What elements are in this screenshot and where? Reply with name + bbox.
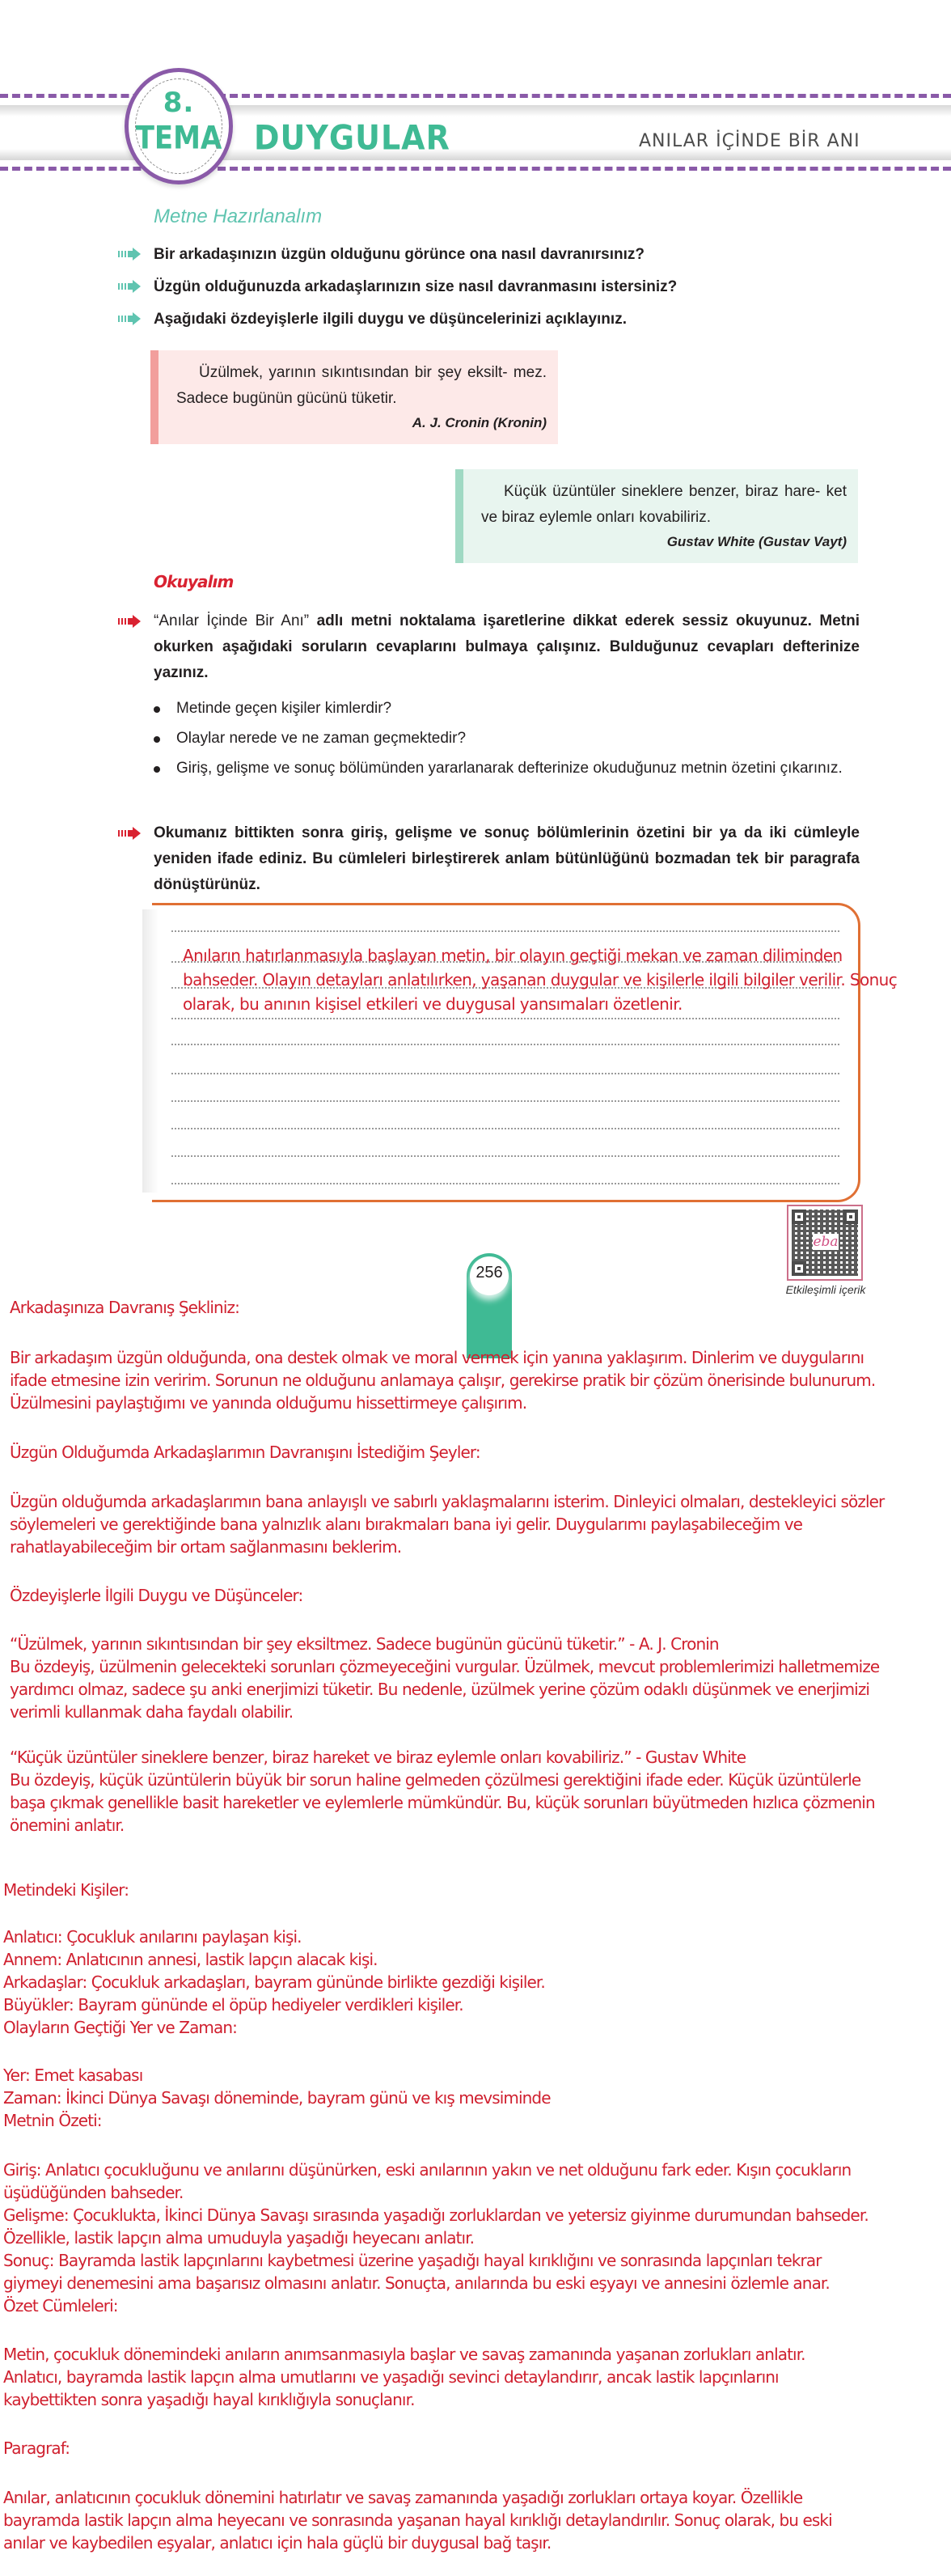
- writing-line: [171, 1155, 839, 1157]
- answer-people-list: Anlatıcı: Çocukluk anılarını paylaşan kişi. Annem: Anlatıcının annesi, lastik lapçın alacak kişi. Arkadaşlar: Çocukluk arkadaşları, bayram gününde birlikte gezdiği kişiler. Büyükler: Bayram gününde el öpüp hediyeler verdikleri kişiler. Olayların Geçtiği Yer ve Zaman:: [3, 1927, 545, 2037]
- answer-friend-heading: Arkadaşınıza Davranış Şekliniz:: [10, 1298, 239, 1317]
- reading-bullet-2: Olaylar nerede ve ne zaman geçmektedir?: [154, 726, 860, 752]
- qr-caption: Etkileşimli içerik: [785, 1283, 866, 1296]
- reading-bullet-3: Giriş, gelişme ve sonuç bölümünden yararlanarak defterinize okuduğunuz metnin özetini çıkarınız.: [154, 756, 860, 782]
- prep-question-1: Bir arkadaşınızın üzgün olduğunu görünce ona nasıl davranırsınız?: [154, 246, 645, 263]
- arrow-bullet-icon: [118, 312, 142, 325]
- arrow-bullet-icon: [118, 248, 142, 261]
- qr-finder-icon: [792, 1261, 806, 1276]
- qr-finder-icon: [792, 1210, 806, 1224]
- theme-number: 8.: [163, 87, 195, 119]
- prep-question-3: Aşağıdaki özdeyişlerle ilgili duygu ve düşüncelerinizi açıklayınız.: [154, 311, 627, 328]
- answer-place-time: Yer: Emet kasabası Zaman: İkinci Dünya Savaşı döneminde, bayram günü ve kış mevsiminde Metnin Özeti:: [3, 2065, 551, 2130]
- writing-line: [171, 1183, 839, 1184]
- writing-line: [171, 1128, 839, 1129]
- answer-summary-sentences: Metin, çocukluk dönemindeki anıların anımsanmasıyla başlar ve savaş zamanında yaşanan zorlukları anlatır. Anlatıcı, bayramda lastik lapçın alma umutlarını ve yaşadığı sevinci detaylandırır, ancak lastik lapçınlarını kaybettikten sonra yaşadığı hayal kırıklığıyla sonuçlanır.: [3, 2345, 805, 2409]
- answer-paragraph: Anılar, anlatıcının çocukluk dönemini hatırlatır ve savaş zamanında yaşadığı zorlukları ortaya koyar. Özellikle bayramda lastik lapçın alma heyecanı ve sonrasında yaşanan hayal kırıklığı detaylandırılır. Sonuç olarak, bu eski anılar ve kaybedilen eşyalar, anlatıcı için hala güçlü bir duygusal bağ taşır.: [3, 2488, 832, 2553]
- answer-summary: Giriş: Anlatıcı çocukluğunu ve anılarını düşünürken, eski anılarının yakın ve net olduğunu fark eder. Kışın çocukların üşüdüğünden bahseder. Gelişme: Çocuklukta, İkinci Dünya Savaşı sırasında yaşadığı zorluklardan ve yetersiz giyinme durumundan bahseder. Özellikle, lastik lapçın alma umuduyla yaşadığı heyecanı anlatır. Sonuç: Bayramda lastik lapçınlarını kaybetmesi üzerine yaşadığı hayal kırıklığını ve sonrasında lapçınları tekrar giymeyi denemesini ama başarısız olmasını anlatır. Sonuçta, anılarında bu eski eşyayı ve annesini özlemle anar. Özet Cümleleri:: [3, 2160, 869, 2315]
- qr-pattern: [792, 1210, 858, 1276]
- reading-section-title: Okuyalım: [154, 572, 234, 591]
- lesson-title: ANILAR İÇİNDE BİR ANI: [639, 131, 860, 151]
- reading-bullet-1: Metinde geçen kişiler kimlerdir?: [154, 696, 860, 722]
- prep-question-2: Üzgün olduğunuzda arkadaşlarınızın size nasıl davranmasını istersiniz?: [154, 278, 678, 295]
- answer-friend-text: Bir arkadaşım üzgün olduğunda, ona destek olmak ve moral vermek için yanına yaklaşırım. Dinlerim ve duygularını ifade etmesine izin veririm. Sorunun ne olduğunu anlamaya çalışır, gerekirse pratik bir çözüm önerisinde bulunurum. Üzülmesini paylaştığımı ve yanında olduğumu hissettirmeye çalışırım.: [10, 1348, 876, 1413]
- eba-logo: eba: [813, 1234, 839, 1250]
- bullet-dot-icon: [154, 766, 160, 773]
- reading-task: Okumanız bittikten sonra giriş, gelişme ve sonuç bölümlerinin özetini bir ya da iki cümleyle yeniden ifade ediniz. Bu cümleleri birleştirerek anlam bütünlüğünü bozmadan tek bir paragrafa dönüştürünüz.: [154, 824, 860, 893]
- answer-sad-text: Üzgün olduğumda arkadaşlarımın bana anlayışlı ve sabırlı yaklaşmalarını isterim. Dinleyici olmaları, destekleyici sözler söylemeleri ve gerektiğinde bana yalnızlık alanı bırakmaları bana iyi gelir. Duygularımı paylaşabileceğim ve rahatlayabileceğim bir ortam sağlanmasını beklerim.: [10, 1492, 885, 1557]
- quote-author: Gustav White (Gustav Vayt): [666, 534, 847, 549]
- quote-text: Üzülmek, yarının sıkıntısından bir şey eksilt- mez. Sadece bugünün gücünü tüketir.: [176, 364, 547, 407]
- arrow-bullet-icon: [118, 827, 142, 840]
- quote-box-cronin: [150, 350, 558, 444]
- answer-white: “Küçük üzüntüler sineklere benzer, biraz hareket ve biraz eylemle onları kovabiliriz.” - Gustav White Bu özdeyiş, küçük üzüntülerin büyük bir sorun haline gelmeden çözülmesi gerektiğini ifade eder. Küçük üzüntülerle başa çıkmak genellikle basit hareketler ve eylemlerle mümkündür. Bu, küçük sorunları büyütmeden hızlıca çözmenin önemini anlatır.: [10, 1748, 875, 1835]
- bullet-dot-icon: [154, 706, 160, 713]
- writing-line: [171, 1018, 839, 1019]
- reading-instruction: “Anılar İçinde Bir Anı” adlı metni noktalama işaretlerine dikkat ederek sessiz okuyunuz. Metni okurken aşağıdaki soruların cevaplarını bulmaya çalışınız. Bulduğunuz cevapları defterinize yazınız.: [154, 612, 860, 681]
- answer-box-handwriting: Anıların hatırlanmasıyla başlayan metin, bir olayın geçtiği mekan ve zaman diliminden bahseder. Olayın detayları anlatılırken, yaşanan duygular ve kişilerle ilgili bilgiler verilir. Sonuç olarak, bu anının kişisel etkileri ve duygusal yansımaları özetlenir.: [183, 946, 898, 1014]
- answer-cronin: “Üzülmek, yarının sıkıntısından bir şey eksiltmez. Sadece bugünün gücünü tüketir.” - A. J. Cronin Bu özdeyiş, üzülmenin gelecekteki sorunları çözmeyeceğini vurgular. Üzülmek, mevcut problemlerimizi halletmemize yardımcı olmaz, sadece şu anki enerjimizi tüketir. Bu nedenle, üzülmek yerine çözüm odaklı düşünmek ve enerjimizi verimli kullanmak daha faydalı olabilir.: [10, 1634, 880, 1722]
- answer-sad-heading: Üzgün Olduğumda Arkadaşlarımın Davranışını İstediğim Şeyler:: [10, 1443, 480, 1462]
- bullet-dot-icon: [154, 736, 160, 743]
- page-number: 256: [476, 1264, 503, 1282]
- theme-word: TEMA: [135, 120, 222, 157]
- answer-paragraph-heading: Paragraf:: [3, 2438, 70, 2458]
- quote-author: A. J. Cronin (Kronin): [412, 415, 547, 430]
- answer-people-heading: Metindeki Kişiler:: [3, 1880, 129, 1900]
- theme-title: DUYGULAR: [254, 117, 450, 158]
- writing-line: [171, 1044, 839, 1045]
- quote-box-white: [455, 469, 858, 563]
- arrow-bullet-icon: [118, 615, 142, 628]
- qr-code[interactable]: [787, 1205, 863, 1281]
- prep-section-title: Metne Hazırlanalım: [154, 205, 323, 227]
- qr-finder-icon: [843, 1210, 858, 1224]
- writing-line: [171, 1100, 839, 1102]
- writing-line: [171, 1073, 839, 1074]
- quote-text: Küçük üzüntüler sineklere benzer, biraz hare- ket ve biraz eylemle onları kovabiliriz.: [481, 483, 847, 526]
- arrow-bullet-icon: [118, 280, 142, 293]
- answer-quotes-heading: Özdeyişlerle İlgili Duygu ve Düşünceler:: [10, 1586, 303, 1605]
- theme-badge: [125, 68, 233, 184]
- writing-line: [171, 930, 839, 932]
